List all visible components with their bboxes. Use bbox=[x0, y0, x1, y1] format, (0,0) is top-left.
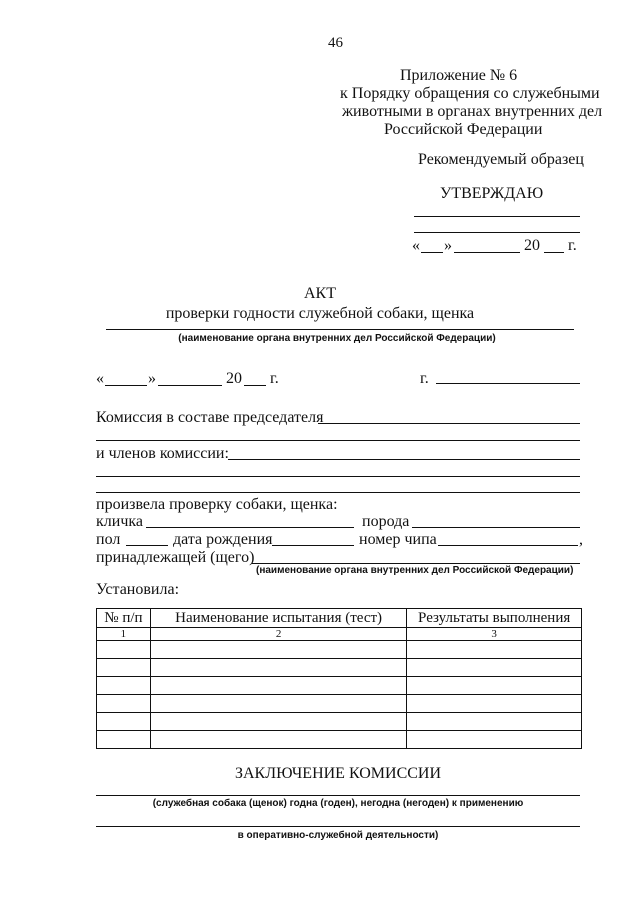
conclusion-line-2 bbox=[96, 826, 580, 827]
dog-chip-comma: , bbox=[579, 531, 583, 548]
appendix-line-3: животными в органах внутренних дел bbox=[342, 103, 603, 120]
table-cell bbox=[407, 641, 582, 659]
dog-chip-label: номер чипа bbox=[359, 531, 437, 548]
org-name-line bbox=[106, 329, 574, 330]
conclusion-caption-2: в оперативно-служебной деятельности) bbox=[237, 830, 439, 841]
dog-breed-label: порода bbox=[362, 513, 410, 530]
table-cell bbox=[150, 695, 406, 713]
act-title: АКТ bbox=[304, 285, 336, 302]
date-close: » bbox=[148, 370, 156, 387]
approve-date-open: « bbox=[412, 237, 420, 254]
table-cell bbox=[407, 677, 582, 695]
table-cell bbox=[150, 731, 406, 749]
established-label: Установила: bbox=[96, 581, 180, 598]
org-name-caption: (наименование органа внутренних дел Российской Федерации) bbox=[178, 333, 496, 344]
table-row bbox=[97, 731, 582, 749]
table-column-numbers-row bbox=[97, 628, 582, 641]
city-line bbox=[436, 383, 580, 384]
members-line bbox=[228, 459, 580, 460]
table-cell bbox=[407, 659, 582, 677]
table-cell bbox=[97, 731, 151, 749]
dog-name-label: кличка bbox=[96, 513, 143, 530]
recommended-sample: Рекомендуемый образец bbox=[418, 151, 584, 168]
dog-sex-label: пол bbox=[96, 531, 121, 548]
header-results: Результаты выполнения bbox=[407, 609, 582, 628]
approve-title: УТВЕРЖДАЮ bbox=[440, 185, 544, 202]
test-results-table bbox=[96, 608, 582, 749]
dog-birth-label: дата рождения bbox=[173, 531, 273, 548]
table-row bbox=[97, 677, 582, 695]
dog-owner-label: принадлежащей (щего) bbox=[96, 549, 255, 566]
members-label: и членов комиссии: bbox=[96, 445, 229, 462]
table-cell bbox=[97, 713, 151, 731]
day-line bbox=[105, 385, 147, 386]
appendix-line-2: к Порядку обращения со служебными bbox=[340, 85, 600, 102]
year-prefix: 20 bbox=[226, 370, 242, 387]
chair-line bbox=[318, 423, 580, 424]
table-row bbox=[97, 641, 582, 659]
dog-breed-line bbox=[412, 527, 580, 528]
conclusion-caption-1: (служебная собака (щенок) годна (годен), негодна (негоден) к применению bbox=[152, 798, 524, 809]
dog-owner-line bbox=[252, 563, 580, 564]
table-cell bbox=[150, 641, 406, 659]
table-cell bbox=[407, 695, 582, 713]
dog-owner-caption: (наименование органа внутренних дел Российской Федерации) bbox=[256, 565, 574, 576]
approve-date-close: » bbox=[444, 237, 452, 254]
dog-birth-line bbox=[272, 545, 354, 546]
table-cell bbox=[150, 713, 406, 731]
conclusion-line-1 bbox=[96, 795, 580, 796]
approve-month-line bbox=[454, 252, 520, 253]
month-line bbox=[158, 385, 222, 386]
table-header-row bbox=[97, 609, 582, 628]
page-number: 46 bbox=[328, 35, 343, 51]
chair-line-2 bbox=[96, 440, 580, 441]
approve-day-line bbox=[421, 252, 443, 253]
table-cell bbox=[97, 677, 151, 695]
table-row bbox=[97, 713, 582, 731]
table-row bbox=[97, 659, 582, 677]
column-number-3: 3 bbox=[407, 628, 582, 641]
column-number-1: 1 bbox=[97, 628, 151, 641]
chair-label: Комиссия в составе председателя bbox=[96, 409, 324, 426]
city-label: г. bbox=[420, 370, 429, 387]
table-cell bbox=[150, 659, 406, 677]
table-cell bbox=[150, 677, 406, 695]
table-cell bbox=[97, 659, 151, 677]
table-cell bbox=[97, 641, 151, 659]
members-line-2 bbox=[96, 476, 580, 477]
conclusion-title: ЗАКЛЮЧЕНИЕ КОМИССИИ bbox=[234, 765, 442, 782]
appendix-line-1: Приложение № 6 bbox=[400, 67, 518, 84]
table-cell bbox=[407, 713, 582, 731]
table-cell bbox=[97, 695, 151, 713]
table-row bbox=[97, 695, 582, 713]
members-line-3 bbox=[96, 492, 580, 493]
year-line bbox=[244, 385, 266, 386]
column-number-2: 2 bbox=[150, 628, 406, 641]
approve-signature-line bbox=[414, 216, 580, 217]
approve-year-prefix: 20 bbox=[524, 237, 540, 254]
dog-sex-line bbox=[126, 545, 168, 546]
table-cell bbox=[407, 731, 582, 749]
date-open: « bbox=[96, 370, 104, 387]
act-subtitle: проверки годности служебной собаки, щенка bbox=[165, 305, 475, 322]
header-test-name: Наименование испытания (тест) bbox=[150, 609, 406, 628]
year-suffix: г. bbox=[270, 370, 279, 387]
approve-name-line bbox=[414, 232, 580, 233]
dog-chip-line bbox=[438, 545, 578, 546]
approve-year-line bbox=[544, 252, 564, 253]
approve-year-suffix: г. bbox=[568, 237, 577, 254]
header-number: № п/п bbox=[97, 609, 151, 628]
dog-name-line bbox=[146, 527, 354, 528]
appendix-line-4: Российской Федерации bbox=[384, 121, 543, 138]
dog-intro: произвела проверку собаки, щенка: bbox=[96, 496, 338, 513]
